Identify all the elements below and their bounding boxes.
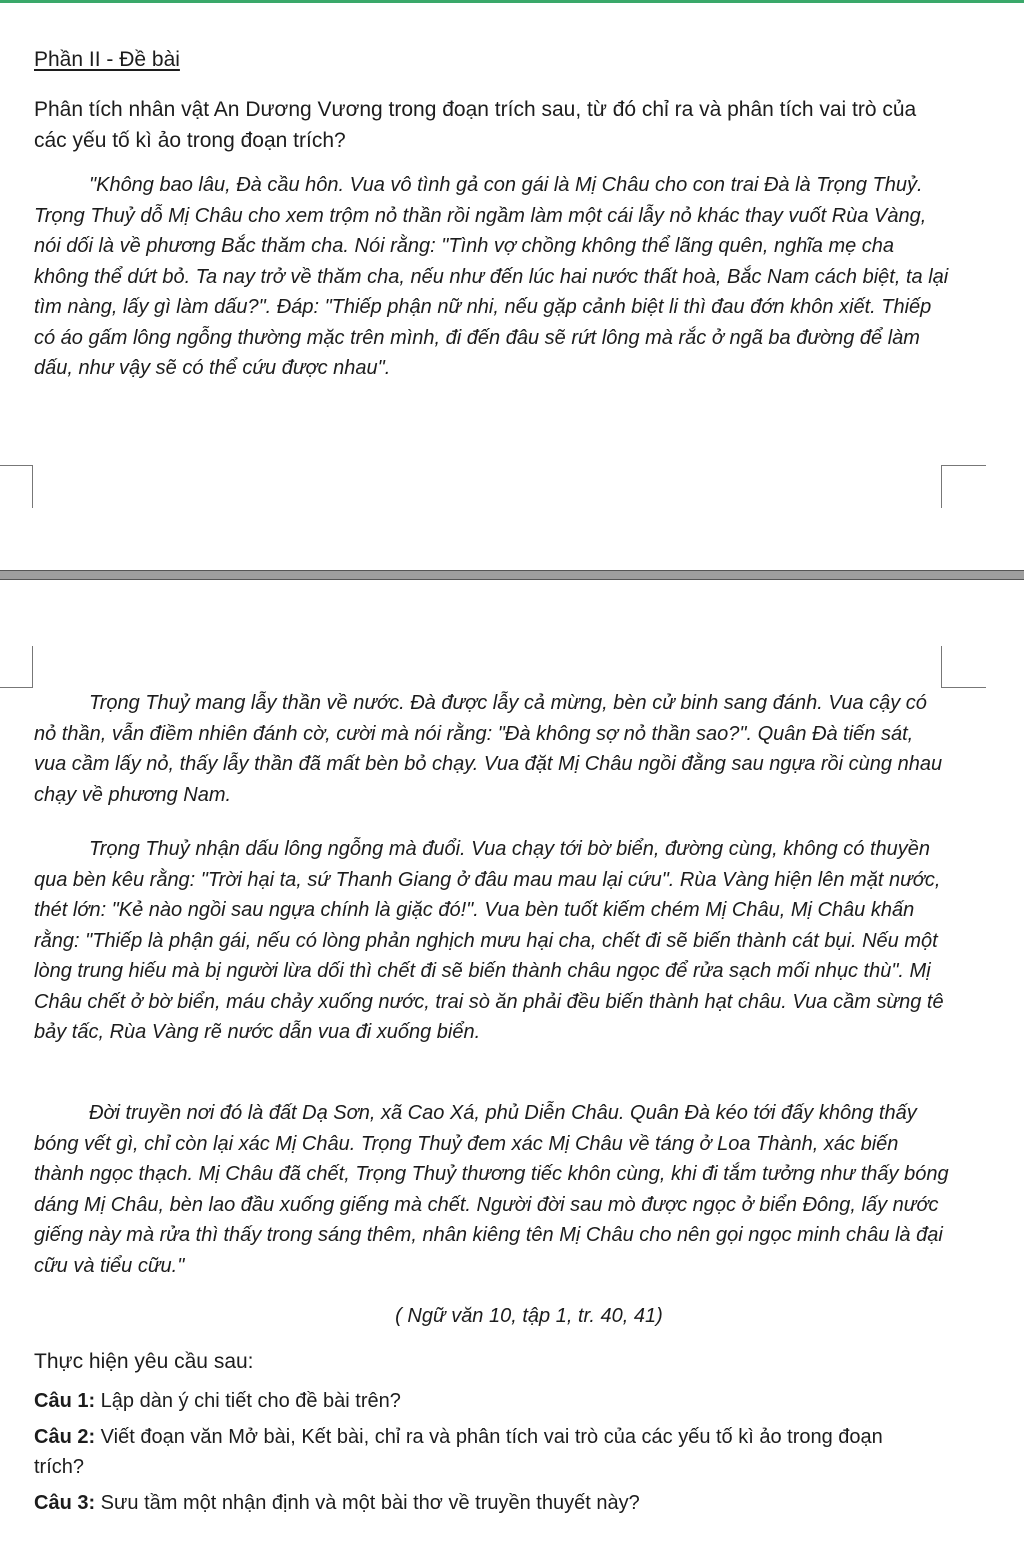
essay-prompt: Phân tích nhân vật An Dương Vương trong đoạn trích sau, từ đó chỉ ra và phân tích vai trò của các yếu tố kì ảo trong đoạn trích? — [34, 98, 917, 152]
passage-paragraph-3: Trọng Thuỷ nhận dấu lông ngỗng mà đuổi. Vua chạy tới bờ biển, đường cùng, không có thuyền qua bèn kêu rằng: "Trời hại ta, sứ Thanh Giang ở đâu mau mau lại cứu". Rùa Vàng hiện lên mặt nước, thét lớn: "Kẻ nào ngồi sau ngựa chính là giặc đó!". Vua bèn tuốt kiếm chém Mị Châu, Mị Châu khấn rằng: "Thiếp là phận gái, nếu có lòng phản nghịch mưu hại cha, chết đi sẽ biến thành cát bụi. Nếu một lòng trung hiếu mà bị người lừa dối thì chết đi sẽ biến thành châu ngọc để rửa sạch mối nhục thù". Mị Châu chết ở bờ biển, máu chảy xuống nước, trai sò ăn phải đều biến thành hạt châu. Vua cầm sừng tê bảy tấc, Rùa Vàng rẽ nước dẫn vua đi xuống biển. — [34, 838, 944, 1043]
question-2-label: Câu 2: — [34, 1426, 96, 1448]
passage-paragraph-1: "Không bao lâu, Đà cầu hôn. Vua vô tình gả con gái là Mị Châu cho con trai Đà là Trọng Thuỷ. Trọng Thuỷ dỗ Mị Châu cho xem trộm nỏ thần rồi ngầm làm một cái lẫy nỏ khác thay vuốt Rùa Vàng, nói dối là về phương Bắc thăm cha. Nói rằng: "Tình vợ chồng không thể lãng quên, nghĩa mẹ cha không thể dứt bỏ. Ta nay trở về thăm cha, nếu như đến lúc hai nước thất hoà, Bắc Nam cách biệt, ta lại tìm nàng, lấy gì làm dấu?". Đáp: "Thiếp phận nữ nhi, nếu gặp cảnh biệt li thì đau đớn khôn xiết. Thiếp có áo gấm lông ngỗng thường mặc trên mình, đi đến đâu sẽ rứt lông mà rắc ở ngã ba đường để làm dấu, như vậy sẽ có thể cứu được nhau". — [34, 174, 949, 379]
section-heading: Phần II - Đề bài — [34, 48, 180, 71]
page-corner-mark-top-left — [0, 646, 33, 688]
tasks-title: Thực hiện yêu cầu sau: — [34, 1350, 254, 1373]
question-1-text: Lập dàn ý chi tiết cho đề bài trên? — [95, 1390, 401, 1412]
passage-paragraph-4: Đời truyền nơi đó là đất Dạ Sơn, xã Cao Xá, phủ Diễn Châu. Quân Đà kéo tới đấy không thấy bóng vết gì, chỉ còn lại xác Mị Châu. Trọng Thuỷ đem xác Mị Châu về táng ở Loa Thành, xác biến thành ngọc thạch. Mị Châu đã chết, Trọng Thuỷ thương tiếc khôn cùng, khi đi tắm tưởng như thấy bóng dáng Mị Châu, bèn lao đầu xuống giếng mà chết. Người đời sau mò được ngọc ở biển Đông, lấy nước giếng này mà rửa thì thấy trong sáng thêm, nhân kiêng tên Mị Châu cho nên gọi ngọc minh châu là đại cữu và tiểu cữu." — [34, 1102, 949, 1277]
question-2-text: Viết đoạn văn Mở bài, Kết bài, chỉ ra và phân tích vai trò của các yếu tố kì ảo trong đoạn trích? — [34, 1426, 883, 1478]
question-1 — [34, 1386, 934, 1416]
page-corner-mark-top-right — [941, 646, 986, 688]
passage-source: ( Ngữ văn 10, tập 1, tr. 40, 41) — [395, 1305, 663, 1327]
question-3-label: Câu 3: — [34, 1492, 96, 1514]
passage-paragraph-2: Trọng Thuỷ mang lẫy thần về nước. Đà được lẫy cả mừng, bèn cử binh sang đánh. Vua cậy có nỏ thần, vẫn điềm nhiên đánh cờ, cười mà nói rằng: "Đà không sợ nỏ thần sao?". Quân Đà tiến sát, vua cầm lấy nỏ, thấy lẫy thần đã mất bèn bỏ chạy. Vua đặt Mị Châu ngồi đằng sau ngựa rồi cùng nhau chạy về phương Nam. — [34, 692, 943, 806]
question-1-label: Câu 1: — [34, 1390, 96, 1412]
question-3-text: Sưu tầm một nhận định và một bài thơ về truyền thuyết này? — [95, 1492, 640, 1514]
page-corner-mark-bottom-left — [0, 465, 33, 508]
question-2 — [34, 1422, 934, 1482]
page-separator — [0, 570, 1024, 580]
page-corner-mark-bottom-right — [941, 465, 986, 508]
question-3 — [34, 1488, 934, 1518]
